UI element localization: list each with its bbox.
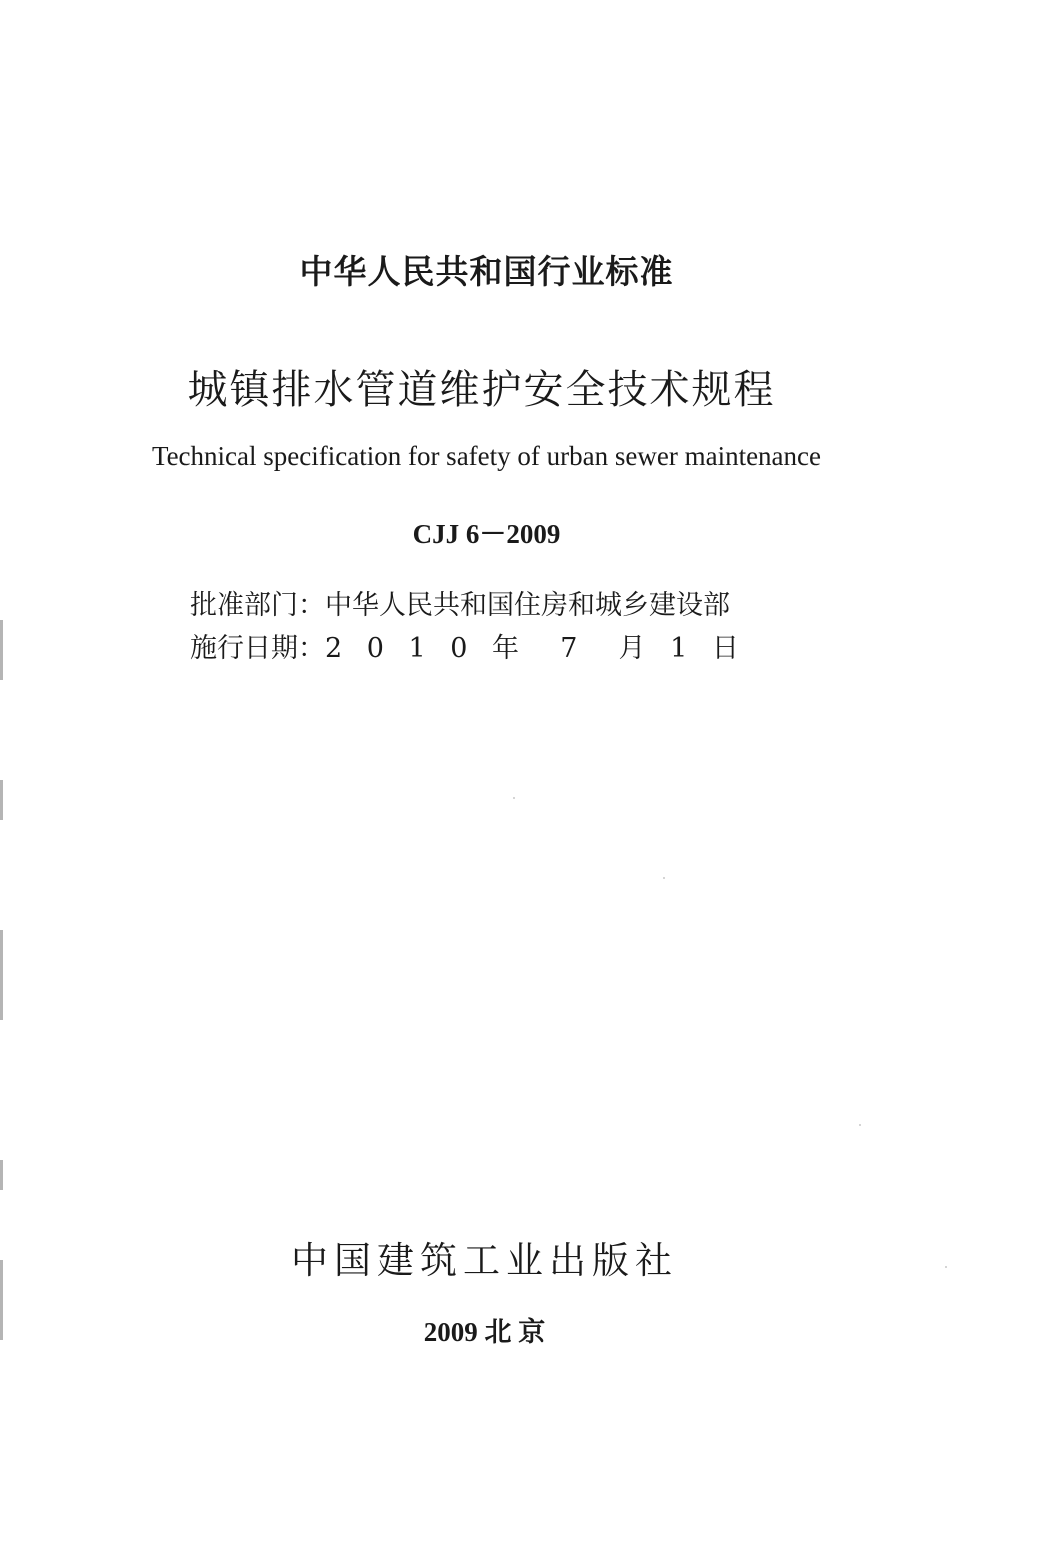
scan-speck: [859, 1124, 861, 1126]
effective-label: 施行日期：: [190, 633, 325, 664]
standard-header: 中华人民共和国行业标准: [299, 252, 674, 291]
standard-code: CJJ 6－2009: [412, 519, 561, 549]
publication-place-year: 2009 北 京: [423, 1317, 546, 1347]
scan-edge-mark: [0, 620, 3, 680]
publisher-name: 中国建筑工业出版社: [291, 1239, 678, 1282]
scan-edge-mark: [0, 930, 3, 1020]
scan-speck: [513, 797, 515, 799]
title-chinese: 城镇排水管道维护安全技术规程: [187, 367, 776, 413]
approval-value: 中华人民共和国住房和城乡建设部: [325, 590, 730, 621]
title-english: Technical specification for safety of urban sewer maintenance: [151, 441, 822, 471]
scan-speck: [663, 877, 665, 879]
approval-line: [190, 583, 730, 622]
approval-label: 批准部门：: [190, 590, 325, 621]
effective-date-line: [190, 626, 747, 665]
effective-value: 2 0 1 0 年 7 月 1 日: [325, 633, 747, 664]
scan-edge-mark: [0, 780, 3, 820]
scan-edge-mark: [0, 1160, 3, 1190]
